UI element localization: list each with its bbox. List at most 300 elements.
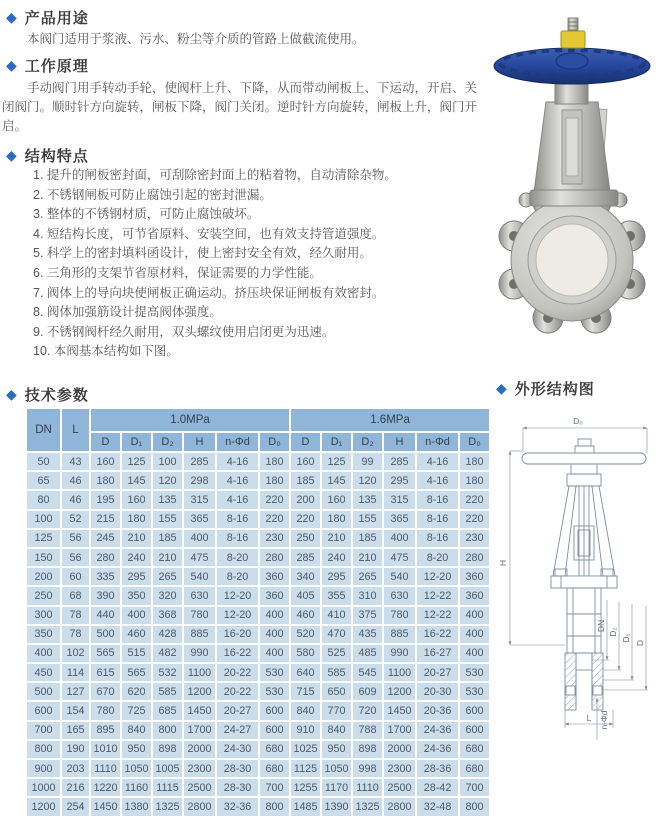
principle-paragraph: 手动阀门用手转动手轮，使阀杆上升、下降，从而带动闸板上、下运动，开启、关闭阀门。顺时针方向旋转，闸板下降，阀门关闭。逆时针方向旋转，闸板上升，阀门开启。	[2, 81, 478, 133]
table-cell: 368	[153, 607, 182, 624]
table-cell: 532	[153, 664, 182, 681]
table-cell: 1005	[153, 760, 182, 777]
table-cell: 400	[460, 607, 489, 624]
table-cell: 630	[384, 587, 415, 604]
section-diamond-icon: ◆	[496, 379, 508, 396]
table-cell: 315	[184, 491, 215, 508]
table-cell: 8-16	[417, 511, 458, 528]
parameters-table	[25, 407, 491, 818]
table-cell: 265	[153, 568, 182, 585]
table-cell: 585	[153, 683, 182, 700]
table-cell: 650	[322, 683, 351, 700]
section-title: 技术参数	[24, 387, 89, 404]
table-cell: 1100	[384, 664, 415, 681]
table-cell: 210	[353, 549, 382, 566]
column-header: D₀	[260, 433, 289, 451]
table-cell: 220	[460, 511, 489, 528]
table-cell: 530	[260, 683, 289, 700]
table-cell: 180	[260, 472, 289, 489]
section-title: 结构特点	[24, 148, 89, 165]
table-cell: 540	[384, 568, 415, 585]
table-cell: 375	[353, 607, 382, 624]
table-cell: 4-16	[217, 491, 258, 508]
column-header: D₀	[460, 433, 489, 451]
table-cell: 32-36	[217, 798, 258, 815]
table-cell: 28-42	[417, 779, 458, 796]
table-cell: 315	[384, 491, 415, 508]
table-cell: 8-16	[217, 530, 258, 547]
table-cell: 780	[184, 607, 215, 624]
parameters-table-body	[27, 453, 489, 816]
table-cell: 215	[91, 511, 120, 528]
table-cell: 530	[460, 664, 489, 681]
table-cell: 300	[27, 607, 60, 624]
table-cell: 210	[122, 530, 151, 547]
table-cell: 990	[184, 645, 215, 662]
table-cell: 12-20	[217, 607, 258, 624]
table-cell: 840	[322, 722, 351, 739]
table-cell: 840	[291, 702, 320, 719]
table-cell: 285	[184, 453, 215, 470]
table-cell: 154	[62, 702, 89, 719]
table-cell: 43	[62, 453, 89, 470]
table-cell: 600	[260, 702, 289, 719]
table-cell: 700	[27, 722, 60, 739]
table-cell: 1450	[91, 798, 120, 815]
valve-photo	[488, 6, 660, 372]
table-cell: 1200	[27, 798, 60, 815]
table-cell: 800	[153, 722, 182, 739]
table-cell: 1170	[322, 779, 351, 796]
table-cell: 185	[353, 530, 382, 547]
table-cell: 2800	[384, 798, 415, 815]
feature-list	[33, 166, 473, 362]
feature-item: 2. 不锈钢闸板可防止腐蚀引起的密封泄漏。	[33, 187, 272, 202]
table-cell: 545	[353, 664, 382, 681]
table-cell: 680	[260, 760, 289, 777]
table-row	[27, 722, 489, 739]
table-cell: 1200	[384, 683, 415, 700]
table-cell: 135	[153, 491, 182, 508]
table-cell: 310	[353, 587, 382, 604]
table-cell: 788	[353, 722, 382, 739]
table-cell: 280	[260, 549, 289, 566]
table-cell: 78	[62, 626, 89, 643]
table-cell: 285	[291, 549, 320, 566]
table-cell: 525	[322, 645, 351, 662]
table-row	[27, 511, 489, 528]
table-cell: 24-36	[417, 722, 458, 739]
table-cell: 405	[291, 587, 320, 604]
table-cell: 950	[322, 741, 351, 758]
section-diamond-icon: ◆	[6, 385, 18, 402]
table-cell: 298	[184, 472, 215, 489]
column-header: D	[291, 433, 320, 451]
table-cell: 210	[322, 530, 351, 547]
table-cell: 998	[353, 760, 382, 777]
table-cell: 265	[353, 568, 382, 585]
table-cell: 210	[153, 549, 182, 566]
table-cell: 2800	[184, 798, 215, 815]
table-cell: 250	[27, 587, 60, 604]
table-row	[27, 664, 489, 681]
table-cell: 360	[260, 568, 289, 585]
table-cell: 475	[384, 549, 415, 566]
table-cell: 155	[353, 511, 382, 528]
table-cell: 700	[260, 779, 289, 796]
table-cell: 725	[122, 702, 151, 719]
table-cell: 400	[384, 530, 415, 547]
table-cell: 1125	[291, 760, 320, 777]
table-cell: 615	[91, 664, 120, 681]
table-row	[27, 472, 489, 489]
column-header: H	[184, 433, 215, 451]
table-row	[27, 530, 489, 547]
table-cell: 1485	[291, 798, 320, 815]
table-cell: 220	[260, 491, 289, 508]
table-cell: 1010	[91, 741, 120, 758]
table-cell: 340	[291, 568, 320, 585]
table-cell: 160	[122, 491, 151, 508]
dim-label-nphid: n-Φd	[599, 710, 609, 730]
table-cell: 20-36	[417, 702, 458, 719]
table-cell: 160	[322, 491, 351, 508]
section-title: 工作原理	[24, 58, 89, 75]
usage-paragraph: 本阀门适用于浆液、污水、粉尘等介质的管路上做截流使用。	[27, 32, 365, 46]
table-cell: 180	[460, 472, 489, 489]
column-header: H	[384, 433, 415, 451]
table-cell: 400	[184, 530, 215, 547]
table-row	[27, 683, 489, 700]
table-cell: 60	[62, 568, 89, 585]
table-cell: 20-27	[217, 702, 258, 719]
table-cell: 360	[460, 587, 489, 604]
table-cell: 565	[122, 664, 151, 681]
table-cell: 585	[322, 664, 351, 681]
table-cell: 4-16	[217, 472, 258, 489]
table-cell: 180	[322, 511, 351, 528]
table-cell: 520	[291, 626, 320, 643]
table-cell: 46	[62, 491, 89, 508]
section-heading-outline	[496, 378, 595, 399]
table-cell: 400	[260, 607, 289, 624]
feature-item: 4. 短结构长度，可节省原料、安装空间，也有效支持管道强度。	[33, 226, 385, 241]
section-diamond-icon: ◆	[6, 8, 18, 25]
table-cell: 1100	[184, 664, 215, 681]
table-cell: 350	[122, 587, 151, 604]
base-plate	[530, 190, 618, 206]
dim-label-d: D	[635, 639, 645, 647]
table-cell: 180	[460, 453, 489, 470]
table-cell: 150	[27, 549, 60, 566]
table-cell: 185	[291, 472, 320, 489]
table-cell: 80	[27, 491, 60, 508]
table-cell: 180	[91, 472, 120, 489]
table-cell: 400	[122, 607, 151, 624]
table-cell: 8-16	[417, 530, 458, 547]
table-row	[27, 607, 489, 624]
section-heading-features	[6, 145, 89, 166]
table-cell: 20-22	[217, 683, 258, 700]
table-row	[27, 779, 489, 796]
table-cell: 2500	[384, 779, 415, 796]
table-cell: 460	[122, 626, 151, 643]
feature-item: 8. 阀体加强筋设计提高阀体强度。	[33, 305, 222, 320]
table-cell: 200	[27, 568, 60, 585]
table-cell: 898	[353, 741, 382, 758]
table-cell: 895	[91, 722, 120, 739]
table-row	[27, 453, 489, 470]
table-cell: 8-20	[417, 549, 458, 566]
table-cell: 685	[153, 702, 182, 719]
column-header: n-Φd	[417, 433, 458, 451]
table-cell: 254	[62, 798, 89, 815]
table-cell: 500	[27, 683, 60, 700]
table-cell: 65	[27, 472, 60, 489]
table-cell: 530	[260, 664, 289, 681]
table-cell: 500	[91, 626, 120, 643]
table-cell: 8-16	[217, 511, 258, 528]
table-cell: 220	[460, 491, 489, 508]
table-cell: 114	[62, 664, 89, 681]
table-cell: 435	[353, 626, 382, 643]
table-cell: 900	[27, 760, 60, 777]
table-cell: 600	[27, 702, 60, 719]
table-cell: 2000	[384, 741, 415, 758]
table-row	[27, 645, 489, 662]
table-cell: 4-16	[417, 453, 458, 470]
dim-label-d2: D₂	[608, 627, 618, 637]
table-cell: 200	[291, 491, 320, 508]
table-cell: 1160	[122, 779, 151, 796]
table-cell: 280	[91, 549, 120, 566]
table-cell: 620	[122, 683, 151, 700]
table-cell: 20-22	[217, 664, 258, 681]
table-cell: 20-30	[417, 683, 458, 700]
feature-item: 1. 提升的闸板密封面，可刮除密封面上的粘着物，自动清除杂物。	[33, 168, 397, 182]
table-cell: 120	[153, 472, 182, 489]
table-cell: 180	[260, 453, 289, 470]
table-cell: 28-30	[217, 760, 258, 777]
table-cell: 680	[260, 741, 289, 758]
table-cell: 78	[62, 607, 89, 624]
section-heading-parameters	[6, 384, 89, 405]
pressure-group-header: 1.0MPa	[91, 409, 289, 431]
table-cell: 99	[353, 453, 382, 470]
table-cell: 630	[184, 587, 215, 604]
table-cell: 600	[260, 722, 289, 739]
table-cell: 460	[291, 607, 320, 624]
feature-item: 9. 不锈钢阀杆经久耐用，双头螺纹使用启闭更为迅速。	[33, 324, 335, 339]
table-cell: 680	[460, 741, 489, 758]
table-cell: 565	[91, 645, 120, 662]
table-cell: 230	[260, 530, 289, 547]
table-cell: 16-27	[417, 645, 458, 662]
table-row	[27, 491, 489, 508]
section-heading-usage	[6, 7, 89, 28]
column-header: D	[91, 433, 120, 451]
column-header: L	[62, 409, 89, 451]
table-cell: 390	[91, 587, 120, 604]
table-cell: 190	[62, 741, 89, 758]
table-cell: 482	[153, 645, 182, 662]
feature-item: 7. 阀体上的导向块使闸板正确运动。挤压块保证闸板有效密封。	[33, 285, 385, 300]
table-cell: 295	[384, 472, 415, 489]
table-cell: 12-20	[217, 587, 258, 604]
table-cell: 32-48	[417, 798, 458, 815]
table-row	[27, 549, 489, 566]
dim-label-d0: D₀	[573, 416, 583, 426]
yellow-cap	[561, 31, 585, 48]
feature-item: 6. 三角形的支架节省原材料，保证需要的力学性能。	[33, 265, 322, 280]
table-cell: 24-27	[217, 722, 258, 739]
table-cell: 440	[91, 607, 120, 624]
column-header: D₂	[153, 433, 182, 451]
table-cell: 125	[27, 530, 60, 547]
table-cell: 350	[27, 626, 60, 643]
table-cell: 400	[460, 645, 489, 662]
table-cell: 530	[460, 683, 489, 700]
handwheel	[494, 48, 650, 84]
table-cell: 1000	[27, 779, 60, 796]
table-cell: 160	[291, 453, 320, 470]
table-row	[27, 568, 489, 585]
table-cell: 165	[62, 722, 89, 739]
table-cell: 609	[353, 683, 382, 700]
table-cell: 1700	[184, 722, 215, 739]
table-cell: 24-30	[217, 741, 258, 758]
table-cell: 450	[27, 664, 60, 681]
table-cell: 1025	[291, 741, 320, 758]
table-cell: 68	[62, 587, 89, 604]
table-cell: 127	[62, 683, 89, 700]
table-cell: 230	[460, 530, 489, 547]
table-row	[27, 798, 489, 815]
table-cell: 800	[460, 798, 489, 815]
table-cell: 280	[460, 549, 489, 566]
table-cell: 100	[27, 511, 60, 528]
table-cell: 285	[384, 453, 415, 470]
table-cell: 8-16	[417, 491, 458, 508]
column-header: DN	[27, 409, 60, 451]
table-cell: 1325	[353, 798, 382, 815]
table-cell: 145	[322, 472, 351, 489]
table-cell: 1050	[322, 760, 351, 777]
table-cell: 2000	[184, 741, 215, 758]
dim-label-dn: DN	[596, 619, 606, 633]
dim-label-l: L	[586, 713, 592, 723]
table-cell: 400	[460, 626, 489, 643]
table-cell: 1450	[184, 702, 215, 719]
table-cell: 700	[460, 779, 489, 796]
table-cell: 28-30	[217, 779, 258, 796]
table-cell: 180	[122, 511, 151, 528]
table-cell: 400	[260, 645, 289, 662]
table-cell: 28-36	[417, 760, 458, 777]
table-cell: 56	[62, 549, 89, 566]
table-cell: 1200	[184, 683, 215, 700]
table-row	[27, 760, 489, 777]
dim-label-d1: D₁	[621, 633, 631, 643]
table-cell: 160	[91, 453, 120, 470]
table-cell: 240	[122, 549, 151, 566]
table-cell: 100	[153, 453, 182, 470]
table-row	[27, 626, 489, 643]
table-cell: 365	[384, 511, 415, 528]
column-header: D₂	[353, 433, 382, 451]
table-cell: 102	[62, 645, 89, 662]
table-cell: 600	[460, 722, 489, 739]
table-row	[27, 741, 489, 758]
flange	[499, 187, 645, 333]
table-cell: 295	[122, 568, 151, 585]
table-row	[27, 587, 489, 604]
table-cell: 898	[153, 741, 182, 758]
table-cell: 770	[322, 702, 351, 719]
table-cell: 220	[291, 511, 320, 528]
table-cell: 245	[91, 530, 120, 547]
table-cell: 365	[184, 511, 215, 528]
table-cell: 400	[260, 626, 289, 643]
table-cell: 2300	[384, 760, 415, 777]
table-cell: 840	[122, 722, 151, 739]
table-cell: 800	[27, 741, 60, 758]
table-cell: 320	[153, 587, 182, 604]
table-cell: 780	[384, 607, 415, 624]
table-cell: 12-20	[417, 568, 458, 585]
table-cell: 8-20	[217, 568, 258, 585]
table-cell: 1110	[353, 779, 382, 796]
table-cell: 1115	[153, 779, 182, 796]
table-cell: 155	[153, 511, 182, 528]
feature-item: 5. 科学上的密封填料函设计，使上密封安全有效，经久耐用。	[33, 246, 372, 261]
table-cell: 2500	[184, 779, 215, 796]
table-cell: 715	[291, 683, 320, 700]
parameters-table-head	[27, 409, 489, 451]
table-cell: 355	[322, 587, 351, 604]
table-cell: 50	[27, 453, 60, 470]
table-cell: 16-22	[217, 645, 258, 662]
column-header: n-Φd	[217, 433, 258, 451]
outline-drawing	[495, 408, 660, 819]
table-cell: 950	[122, 741, 151, 758]
table-cell: 800	[260, 798, 289, 815]
table-cell: 195	[91, 491, 120, 508]
table-cell: 120	[353, 472, 382, 489]
section-diamond-icon: ◆	[6, 56, 18, 73]
table-cell: 295	[322, 568, 351, 585]
column-header: D₁	[322, 433, 351, 451]
dim-label-h: H	[498, 559, 508, 567]
table-cell: 1700	[384, 722, 415, 739]
table-cell: 428	[153, 626, 182, 643]
table-cell: 240	[322, 549, 351, 566]
table-cell: 910	[291, 722, 320, 739]
table-cell: 540	[184, 568, 215, 585]
table-cell: 335	[91, 568, 120, 585]
table-cell: 1390	[322, 798, 351, 815]
table-cell: 20-27	[417, 664, 458, 681]
column-header: D₁	[122, 433, 151, 451]
table-cell: 46	[62, 472, 89, 489]
table-cell: 990	[384, 645, 415, 662]
table-cell: 600	[460, 702, 489, 719]
table-cell: 250	[291, 530, 320, 547]
table-cell: 4-16	[417, 472, 458, 489]
table-cell: 670	[91, 683, 120, 700]
table-cell: 52	[62, 511, 89, 528]
table-cell: 125	[122, 453, 151, 470]
